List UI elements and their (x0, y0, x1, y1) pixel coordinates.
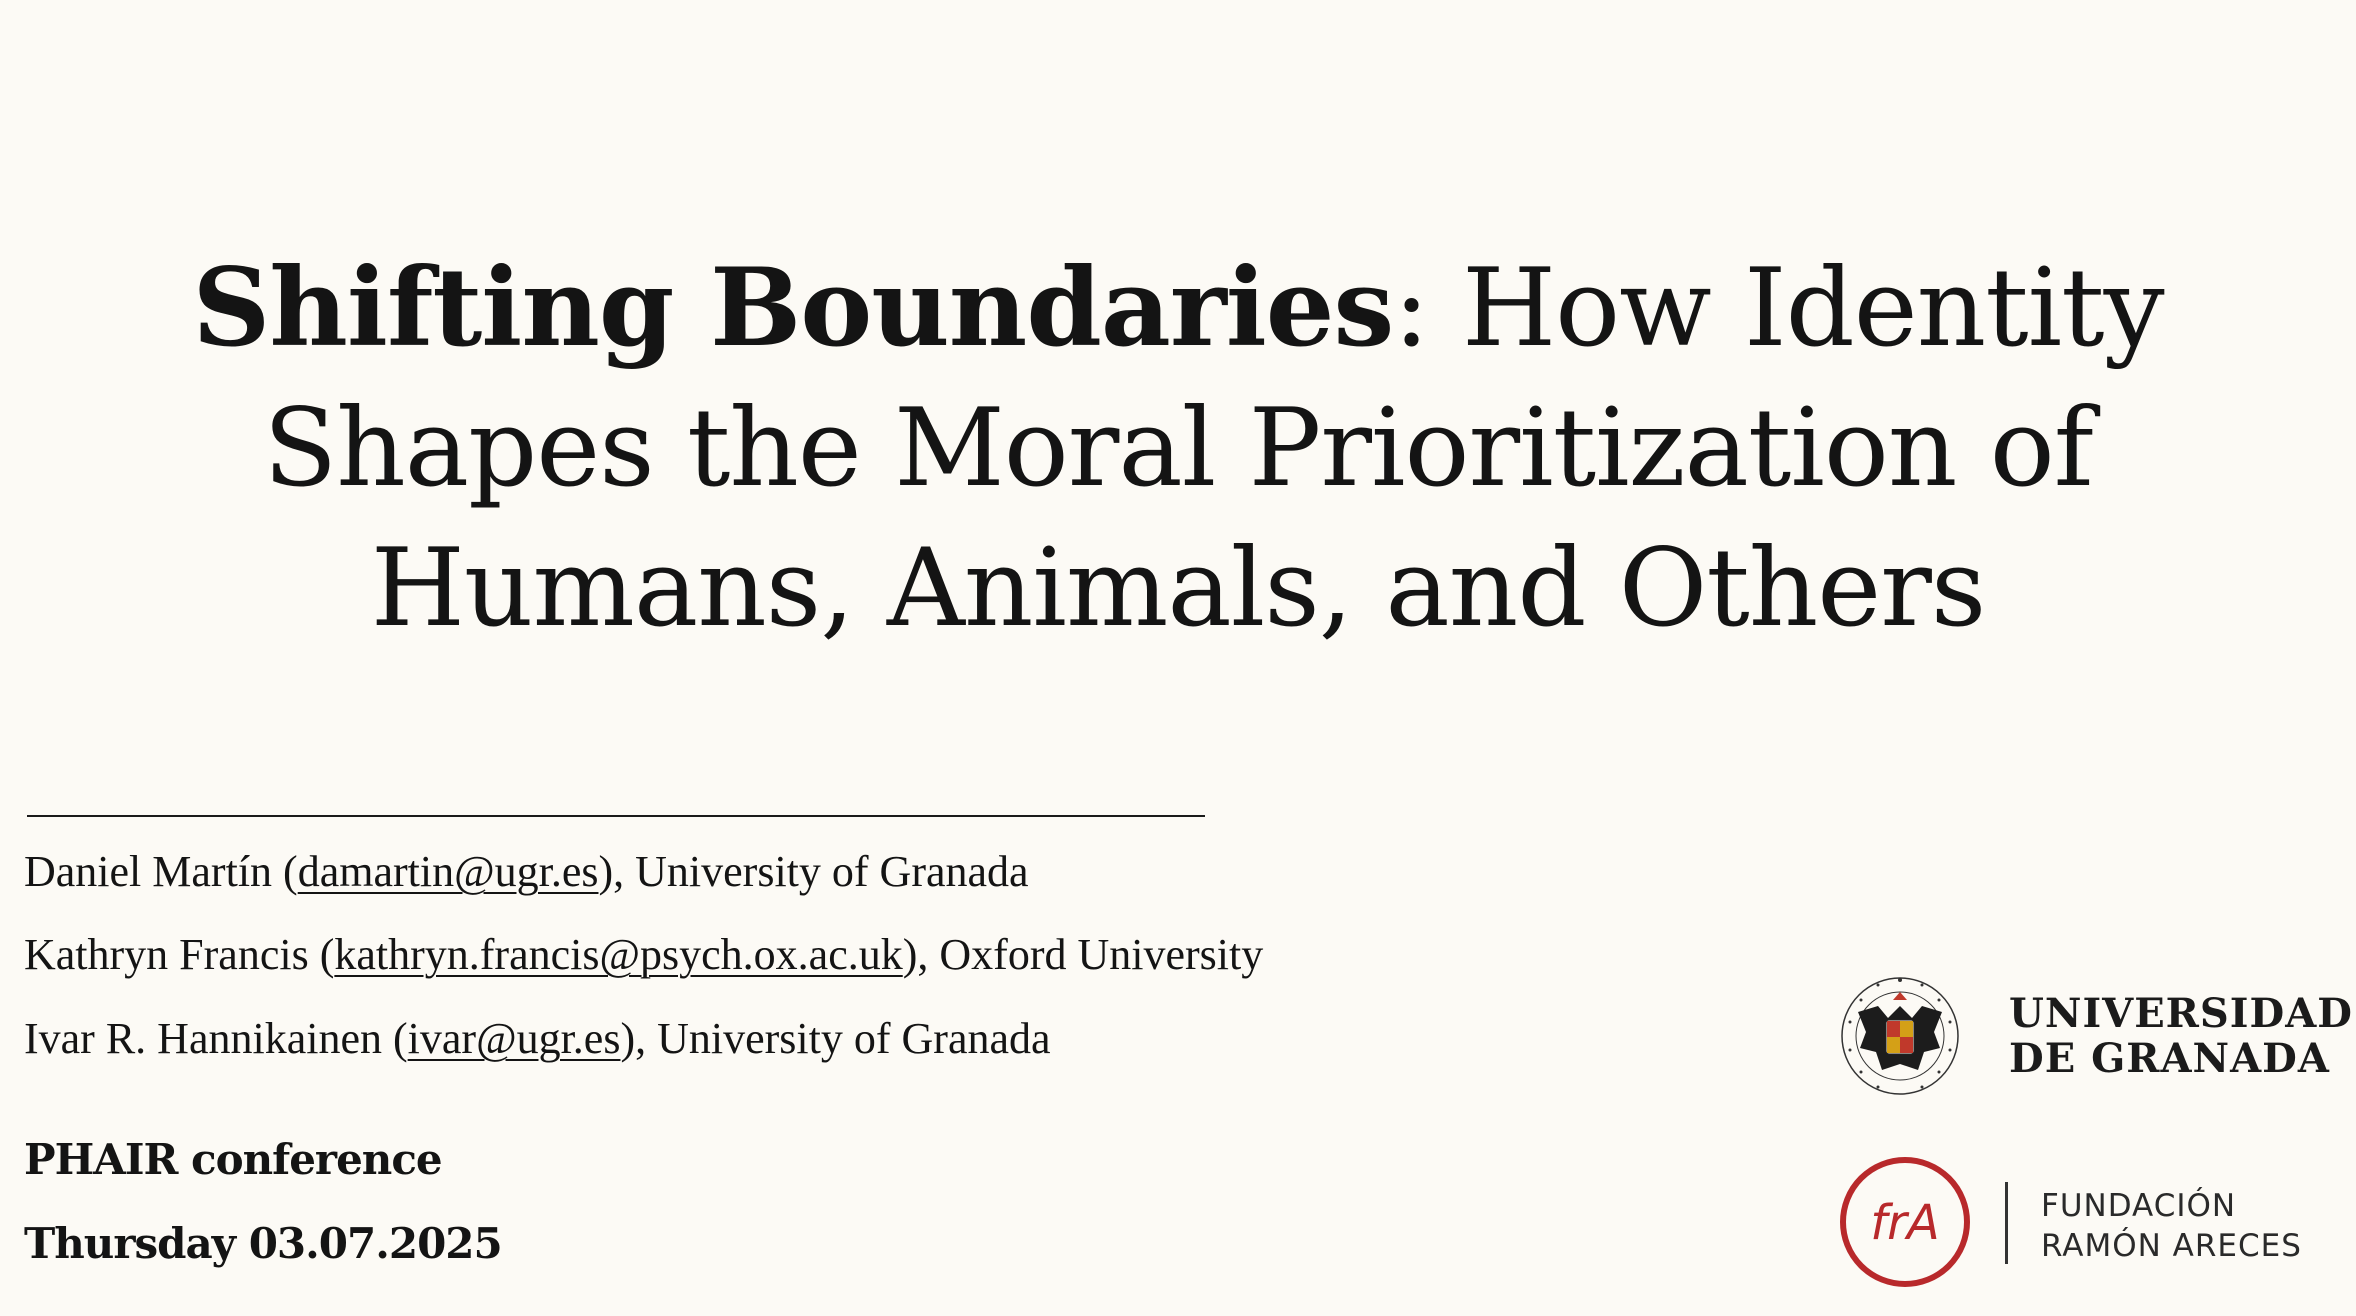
title-line2: Shapes the Moral Prioritization of (263, 386, 2093, 511)
ugr-name (2009, 991, 2353, 1081)
author-line (24, 846, 1029, 898)
author-email-link[interactable]: ivar@ugr.es (407, 1014, 621, 1063)
author-email-link[interactable]: kathryn.francis@psych.ox.ac.uk (334, 930, 903, 979)
ugr-name-line2: DE GRANADA (2009, 1035, 2330, 1082)
fra-mark-text: frA (1870, 1195, 1940, 1251)
title-line3: Humans, Animals, and Others (370, 526, 1986, 651)
ugr-logo (1838, 960, 2353, 1120)
title-bold-part: Shifting Boundaries (192, 245, 1394, 371)
fra-name (2041, 1186, 2302, 1266)
fra-name-line2: RAMÓN ARECES (2041, 1228, 2302, 1264)
author-affiliation: ), University of Granada (598, 847, 1029, 896)
fra-name-line1: FUNDACIÓN (2041, 1188, 2237, 1224)
fra-separator (2005, 1182, 2008, 1264)
conference-name: PHAIR conference (24, 1135, 442, 1184)
conference-date: Thursday 03.07.2025 (24, 1219, 502, 1268)
title-rest-line1: : How Identity (1393, 246, 2164, 371)
author-line (24, 929, 1263, 981)
divider-line (27, 815, 1205, 817)
slide-title (80, 238, 2276, 659)
author-name: Kathryn Francis ( (24, 930, 335, 979)
fra-logo (1838, 1155, 2336, 1291)
author-name: Ivar R. Hannikainen ( (24, 1014, 408, 1063)
author-affiliation: ), Oxford University (902, 930, 1264, 979)
author-email-link[interactable]: damartin@ugr.es (297, 847, 599, 896)
author-name: Daniel Martín ( (24, 847, 298, 896)
author-line (24, 1013, 1051, 1065)
author-affiliation: ), University of Granada (620, 1014, 1051, 1063)
ugr-name-line1: UNIVERSIDAD (2009, 990, 2353, 1037)
ugr-seal-icon (1838, 960, 1962, 1112)
fra-mark-icon (1838, 1155, 1972, 1289)
